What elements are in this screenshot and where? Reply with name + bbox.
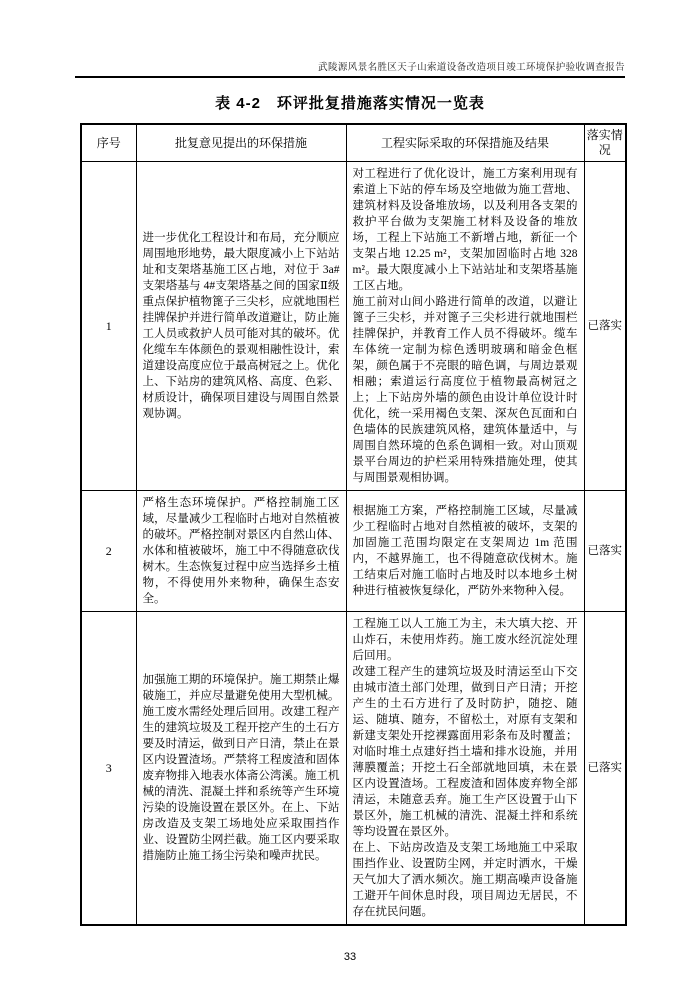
status-value: 已落实: [584, 612, 626, 926]
paragraph: 改建工程产生的建筑垃圾及时清运至山下交由城市渣土部门处理，做到日产日清；开挖产生的土石方进行了及时防护，随挖、随运、随填、随夯，不留松土，对原有支架和新建支架处开挖裸露面用彩条布及时覆盖；对临时堆土点建好挡土墙和排水设施，并用薄膜覆盖；开挖土石全部就地回填，未在景区内设置渣场。工程废渣和固体废弃物全部清运，未随意丢弃。施工生产区设置于山下景区外，施工机械的清洗、混凝土拌和系统等均设置在景区外。: [352, 666, 578, 838]
paragraph: 施工前对山间小路进行简单的改道，以避让篦子三尖杉，并对篦子三尖杉进行就地围栏挂牌保护，并教育工作人员不得破坏。缆车车体统一定制为棕色透明玻璃和暗金色框架，颜色属于不亮眼的暗色调，与周边景观相融；索道运行高度位于植物最高树冠之上；上下站房外墙的颜色由设计单位设计时优化，统一采用褐色支架、深灰色瓦面和白色墙体的民族建筑风格，建筑体量适中，与周围自然环境的色系色调相一致。对山顶观景平台周边的护栏采用特殊措施处理，使其与周围景观相协调。: [352, 296, 578, 484]
paragraph: 加强施工期的环境保护。施工期禁止爆破施工，并应尽量避免使用大型机械。施工废水需经处理后回用。改建工程产生的建筑垃圾及工程开挖产生的土石方要及时清运，做到日产日清，禁止在景区内设置渣场。严禁将工程废渣和固体废弃物排入地表水体斋公湾溪。施工机械的清洗、混凝土拌和系统等产生环境污染的设施设置在景区外。在上、下站房改造及支架工场地处应采取围挡作业、设置防尘网拦截。施工区内要采取措施防止施工扬尘污染和噪声扰民。: [142, 674, 340, 862]
measure-text: [136, 491, 346, 612]
paragraph: 严格生态环境保护。严格控制施工区域，尽量减少工程临时占地对自然植被的破坏。严格控制对景区内自然山体、水体和植被破坏，施工中不得随意砍伐树木。生态恢复过程中应当选择乡土植物，不得使用外来物种，确保生态安全。: [142, 497, 340, 605]
column-header-serial: 序号: [81, 124, 136, 162]
table-row: [81, 491, 626, 612]
column-header-status: 落实情况: [584, 124, 626, 162]
status-value: 已落实: [584, 162, 626, 491]
serial-number: 2: [81, 491, 136, 612]
table-row: [81, 162, 626, 491]
table-title: 表 4-2 环评批复措施落实情况一览表: [215, 95, 485, 112]
report-header: 武陵源风景名胜区天子山索道设备改造项目竣工环境保护验收调查报告: [318, 63, 625, 73]
table-header-row: [81, 124, 626, 162]
paragraph: 对工程进行了优化设计，施工方案利用现有索道上下站的停车场及空地做为施工营地、建筑材料及设备堆放场，以及利用各支架的救护平台做为支架施工材料及设备的堆放场，工程上下站施工不新增占地，新征一个支架占地 12.25 m²，支架加固临时占地 328 m²。最大限度减小上下站站址和支架塔基施工区占地。: [352, 168, 578, 292]
result-text: [346, 612, 584, 926]
paragraph: 根据施工方案，严格控制施工区域，尽量减少工程临时占地对自然植被的破坏，支架的加固施工范围均限定在支架周边 1m 范围内，不越界施工，也不得随意砍伐树木。施工结束后对施工临时占地及时以本地乡土树种进行植被恢复绿化，严防外来物种入侵。: [352, 505, 578, 597]
serial-number: 1: [81, 162, 136, 491]
paragraph: 进一步优化工程设计和布局，充分顺应周围地形地势，最大限度减小上下站站址和支架塔基施工区占地，对位于 3a#支架塔基与 4#支架塔基之间的国家Ⅱ级重点保护植物篦子三尖杉，应就地围栏挂牌保护并进行简单改道避让，防止施工人员或救护人员可能对其的破坏。优化缆车车体颜色的景观相融性设计，索道建设高度应位于最高树冠之上。优化上、下站房的建筑风格、高度、色彩、材质设计，确保项目建设与周围自然景观协调。: [142, 232, 340, 420]
serial-number: 3: [81, 612, 136, 926]
column-header-measure: 批复意见提出的环保措施: [136, 124, 346, 162]
column-header-result: 工程实际采取的环保措施及结果: [346, 124, 584, 162]
header-rule: [75, 76, 625, 78]
measure-text: [136, 612, 346, 926]
measures-table: [80, 123, 627, 926]
paragraph: 工程施工以人工施工为主，未大填大挖、开山炸石，未使用炸药。施工废水经沉淀处理后回用。: [352, 618, 578, 662]
status-value: 已落实: [584, 491, 626, 612]
measure-text: [136, 162, 346, 491]
paragraph: 在上、下站房改造及支架工场地施工中采取围挡作业、设置防尘网，并定时洒水，干燥天气加大了洒水频次。施工期高噪声设备施工避开午间休息时段，项目周边无居民，不存在扰民问题。: [352, 842, 578, 918]
result-text: [346, 162, 584, 491]
result-text: [346, 491, 584, 612]
page-number: 33: [343, 951, 357, 963]
table-row: [81, 612, 626, 926]
